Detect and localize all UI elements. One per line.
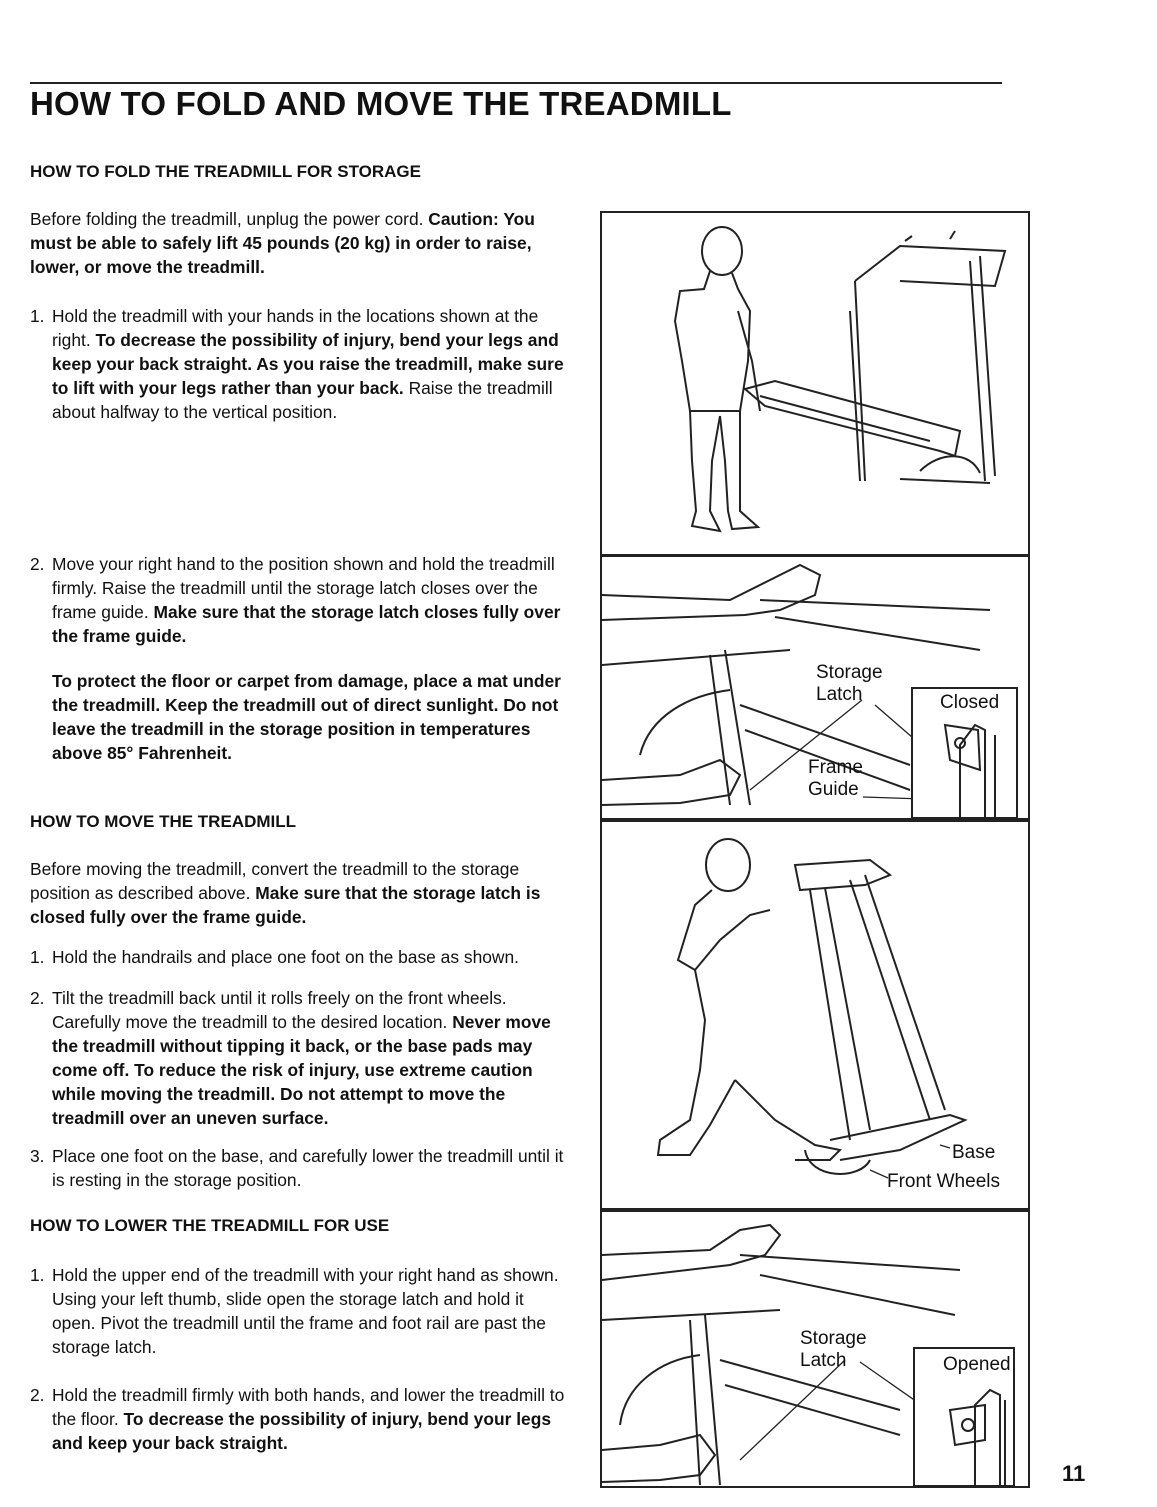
move-intro-warning: Make sure that the storage latch is closed fully over the frame guide. (30, 883, 541, 927)
move-treadmill-illustration (600, 820, 1030, 1210)
latch-opened-illustration (600, 1210, 1030, 1488)
latch-closed-illustration (600, 555, 1030, 820)
fold-warning-text: To protect the floor or carpet from damage, place a mat under the treadmill. Keep the treadmill out of direct sunlight. Do not leave the treadmill in the storage position in temperatures above 85° Fahrenheit. (52, 671, 561, 763)
fold-step-1-text-a: Hold the treadmill with your hands in the locations shown at the right. (52, 306, 539, 350)
opened-label: Opened (943, 1354, 1011, 1375)
title-rule (30, 82, 1002, 84)
lower-heading: HOW TO LOWER THE TREADMILL FOR USE (30, 1216, 390, 1235)
step-number: 2. (30, 554, 45, 574)
fold-step-2-text: Move your right hand to the position shown and hold the treadmill firmly. Raise the treadmill until the storage latch closes over the frame guide. (52, 554, 555, 622)
storage-latch-label: Storage (800, 1328, 867, 1349)
move-step-1-text: Hold the handrails and place one foot on the base as shown. (52, 947, 519, 967)
lower-step-1 (30, 1263, 570, 1359)
base-label: Base (952, 1142, 996, 1163)
lower-step-2-warning: To decrease the possibility of injury, bend your legs and keep your back straight. (52, 1409, 551, 1453)
figure-move-treadmill (600, 820, 1030, 1210)
fold-intro-text: Before folding the treadmill, unplug the power cord. (30, 209, 429, 229)
frame-guide-label-2: Guide (808, 779, 859, 800)
fold-warning (30, 669, 570, 765)
step-number: 2. (30, 1385, 45, 1405)
lower-step-2 (30, 1383, 570, 1455)
figure-latch-opened (600, 1210, 1030, 1488)
fold-step-1 (30, 304, 570, 424)
move-intro (30, 857, 570, 929)
front-wheels-label: Front Wheels (887, 1171, 1000, 1192)
lower-step-2-text: Hold the treadmill firmly with both hands, and lower the treadmill to the floor. (52, 1385, 565, 1429)
frame-guide-label: Frame (808, 757, 863, 778)
figure-latch-closed (600, 555, 1030, 820)
figure-raise-treadmill (600, 211, 1030, 556)
raise-treadmill-illustration (600, 211, 1030, 556)
move-step-3 (30, 1144, 570, 1192)
page-number: 11 (1062, 1461, 1086, 1486)
fold-step-1-text-b: Raise the treadmill about halfway to the vertical position. (52, 378, 553, 422)
move-step-2 (30, 986, 570, 1130)
fold-step-2 (30, 552, 570, 648)
fold-intro (30, 207, 570, 279)
closed-label: Closed (940, 692, 1000, 713)
step-number: 1. (30, 306, 45, 326)
move-step-2-text: Tilt the treadmill back until it rolls freely on the front wheels. Carefully move the treadmill to the desired location. (52, 988, 507, 1032)
move-step-2-warning: Never move the treadmill without tipping it back, or the base pads may come off. To reduce the risk of injury, use extreme caution while moving the treadmill. Do not attempt to move the treadmill over an uneven surface. (52, 1012, 551, 1128)
storage-latch-label-2: Latch (800, 1350, 847, 1371)
storage-latch-label: Storage (816, 662, 883, 683)
storage-latch-label-2: Latch (816, 684, 863, 705)
fold-step-2-warning: Make sure that the storage latch closes fully over the frame guide. (52, 602, 561, 646)
page-title: HOW TO FOLD AND MOVE THE TREADMILL (30, 85, 732, 122)
move-step-3-text: Place one foot on the base, and carefully lower the treadmill until it is resting in the storage position. (52, 1146, 564, 1190)
fold-intro-caution: Caution: You must be able to safely lift 45 pounds (20 kg) in order to raise, lower, or move the treadmill. (30, 209, 535, 277)
step-number: 2. (30, 988, 45, 1008)
move-heading: HOW TO MOVE THE TREADMILL (30, 812, 297, 831)
move-intro-text: Before moving the treadmill, convert the treadmill to the storage position as described above. (30, 859, 520, 903)
fold-step-1-warning: To decrease the possibility of injury, bend your legs and keep your back straight. As you raise the treadmill, make sure to lift with your legs rather than your back. (52, 330, 564, 398)
step-number: 1. (30, 1265, 45, 1285)
lower-step-1-text: Hold the upper end of the treadmill with your right hand as shown. Using your left thumb, slide open the storage latch and hold it open. Pivot the treadmill until the frame and foot rail are past the storage latch. (52, 1265, 559, 1357)
move-step-1 (30, 945, 570, 969)
step-number: 1. (30, 947, 45, 967)
fold-heading: HOW TO FOLD THE TREADMILL FOR STORAGE (30, 162, 421, 181)
step-number: 3. (30, 1146, 45, 1166)
